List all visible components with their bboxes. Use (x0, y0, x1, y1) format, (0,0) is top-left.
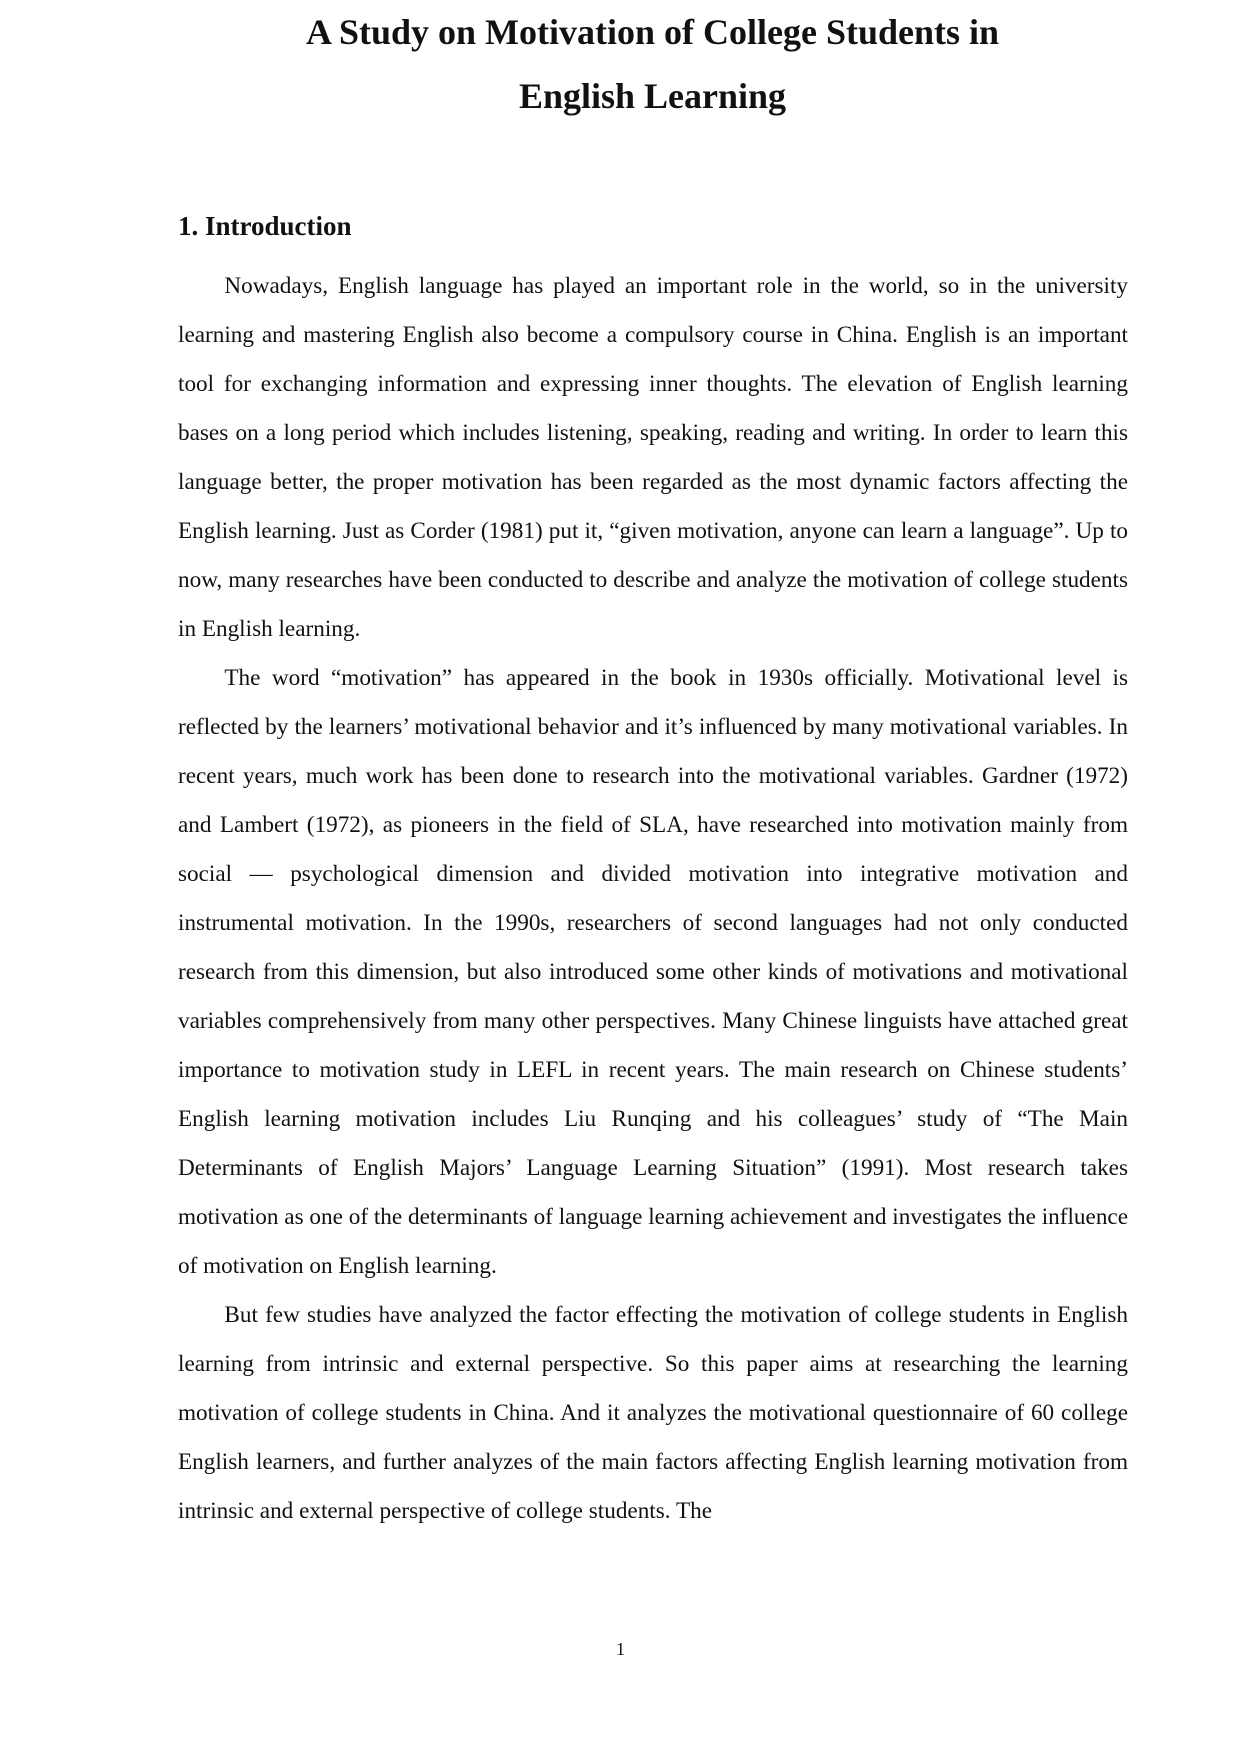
section-body (178, 262, 1128, 1536)
paragraph-2: The word “motivation” has appeared in the book in 1930s officially. Motivational level is reflected by the learners’ motivational behavior and it’s influenced by many motivational variables. In recent years, much work has been done to research into the motivational variables. Gardner (1972) and Lambert (1972), as pioneers in the field of SLA, have researched into motivation mainly from social — psychological dimension and divided motivation into integrative motivation and instrumental motivation. In the 1990s, researchers of second languages had not only conducted research from this dimension, but also introduced some other kinds of motivations and motivational variables comprehensively from many other perspectives. Many Chinese linguists have attached great importance to motivation study in LEFL in recent years. The main research on Chinese students’ English learning motivation includes Liu Runqing and his colleagues’ study of “The Main Determinants of English Majors’ Language Learning Situation” (1991). Most research takes motivation as one of the determinants of language learning achievement and investigates the influence of motivation on English learning. (178, 665, 1128, 1279)
paragraph-1: Nowadays, English language has played an important role in the world, so in the university learning and mastering English also become a compulsory course in China. English is an important tool for exchanging information and expressing inner thoughts. The elevation of English learning bases on a long period which includes listening, speaking, reading and writing. In order to learn this language better, the proper motivation has been regarded as the most dynamic factors affecting the English learning. Just as Corder (1981) put it, “given motivation, anyone can learn a language”. Up to now, many researches have been conducted to describe and analyze the motivation of college students in English learning. (178, 273, 1128, 642)
section-heading: 1. Introduction (178, 211, 352, 241)
page-number: 1 (616, 1639, 625, 1659)
paragraph-3: But few studies have analyzed the factor effecting the motivation of college students in English learning from intrinsic and external perspective. So this paper aims at researching the learning motivation of college students in China. And it analyzes the motivational questionnaire of 60 college English learners, and further analyzes of the main factors affecting English learning motivation from intrinsic and external perspective of college students. The (178, 1302, 1128, 1524)
paper-title-line-1: A Study on Motivation of College Students in (305, 12, 1000, 52)
paper-title (180, 0, 1125, 128)
paper-title-line-2: English Learning (518, 76, 787, 116)
